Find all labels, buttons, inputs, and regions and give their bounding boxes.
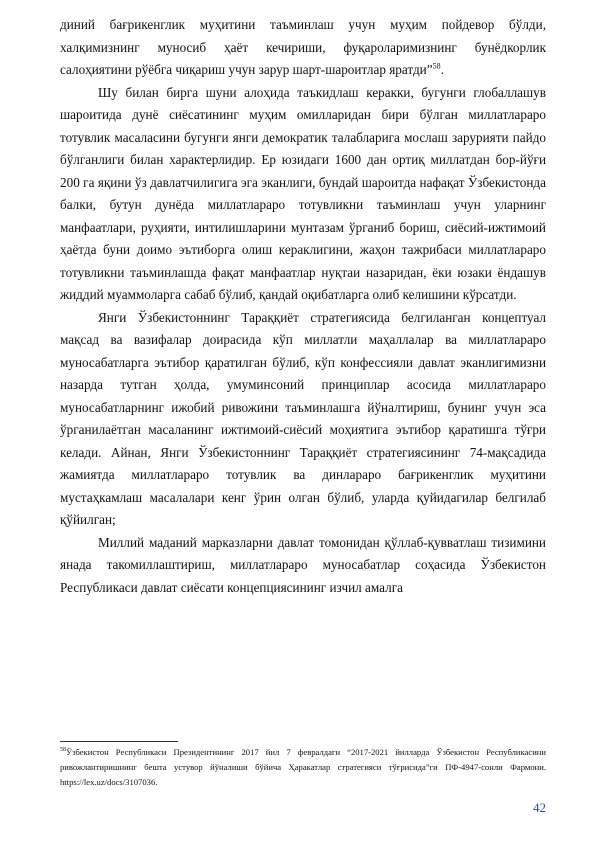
paragraph-1-text: диний бағрикенглик муҳитини таъминлаш учун муҳим пойдевор бўлди, халқимизнинг муносиб ҳаёт кечириши, фуқароларимизнинг бунёдкорлик салоҳиятини рўёбга чиқариш учун зарур шарт-шароитлар яратди” — [60, 17, 546, 77]
page-number: 42 — [533, 800, 546, 815]
paragraph-3: Янги Ўзбекистоннинг Тараққиёт стратегиясида белгиланган концептуал мақсад ва вазифалар доирасида кўп миллатли маҳаллалар ва миллатлараро муносабатларга эътибор қаратилган бўлиб, кўп конфессияли давлат эканлигимизни назарда тутган ҳолда, умуминсоний принциплар асосида миллатлараро муносабатларнинг ижобий ривожини таъминлашга йўналтириш, бунинг учун эса ўрганилаётган масаланинг ижтимоий-сиёсий моҳиятига эътибор қаратишга тўғри келади. Айнан, Янги Ўзбекистоннинг Тараққиёт стратегиясининг 74-мақсадида жамиятда миллатлараро тотувлик ва динлараро бағрикенглик муҳитини мустаҳкамлаш масалалари кенг ўрин олган бўлиб, уларда қуйидагилар белгилаб қўйилган; — [60, 309, 546, 527]
footnote-reference: 58 — [432, 61, 441, 71]
paragraph-2: Шу билан бирга шуни алоҳида таъкидлаш керакки, бугунги глобаллашув шароитида дунё сиёсатининг муҳим омилларидан бири бўлган миллатлараро тотувлик масаласини бугунги янги демократик талабларига мослаш зарурияти пайдо бўлганлиги билан характерлидир. Ер юзидаги 1600 дан ортиқ миллатдан бор-йўғи 200 га яқини ўз давлатчилигига эга эканлиги, бундай шароитда нафақат Ўзбекистонда балки, бутун дунёда миллатлараро тотувликни таъминлаш учун уларнинг манфаатлари, руҳияти, интилишларини мунтазам ўрганиб бориш, сиёсий-ижтимоий ҳаётда буни доимо эътиборга олиш кераклигини, жаҳон тажрибаси миллатлараро тотувликни таъминлашда фақат манфаатлар нуқтаи назаридан, ёки юзаки ёндашув жиддий муаммоларга сабаб бўлиб, қандай оқибатларга олиб келишини кўрсатди. — [60, 84, 546, 302]
footnote-text: Ўзбекистон Республикаси Президентининг 2017 йил 7 февралдаги “2017-2021 йилларда Ўзбекистон Республикасини ривожлантиришнинг бешта устувор йўналиши бўйича Ҳаракатлар стратегияси тўғрисида”ги ПФ-4947-сонли Фармони. https://lex.uz/docs/3107036. — [60, 747, 546, 787]
body-text — [60, 14, 546, 599]
footnote-divider — [60, 741, 178, 742]
paragraph-1-end: . — [440, 62, 444, 77]
footnote-number: 58 — [60, 747, 66, 754]
paragraph-1 — [60, 14, 546, 82]
footnote — [60, 745, 546, 790]
paragraph-4: Миллий маданий марказларни давлат томонидан қўллаб-қувватлаш тизимини янада такомиллаштириш, миллатлараро муносабатлар соҳасида Ўзбекистон Республикаси давлат сиёсати концепциясининг изчил амалга — [60, 534, 546, 595]
